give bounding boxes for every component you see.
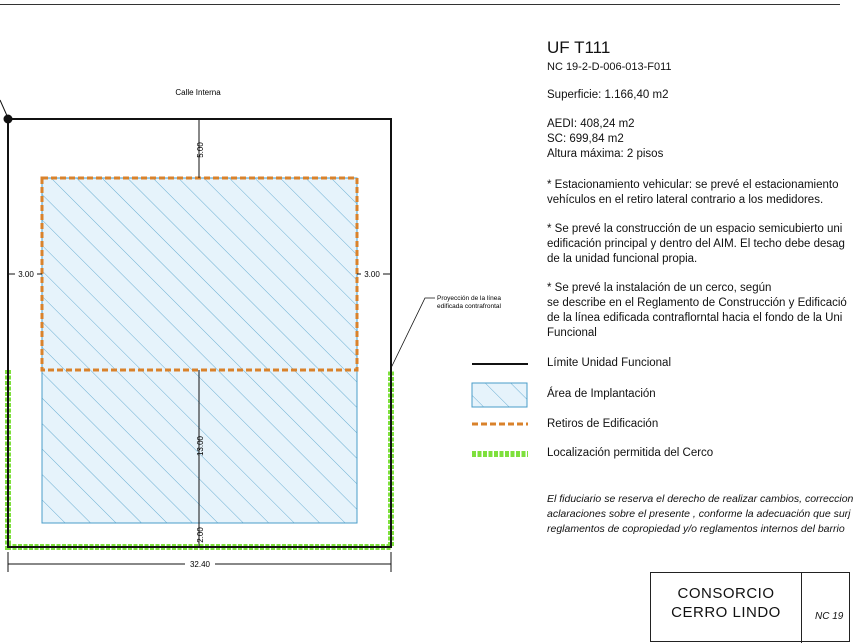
unit-title: UF T111 — [547, 38, 611, 57]
boundary-corner-marker — [4, 115, 13, 124]
unit-surface: Superficie: 1.166,40 m2 — [547, 89, 669, 101]
legend-fence-label: Localización permitida del Cerco — [547, 447, 714, 459]
title-block — [650, 572, 850, 642]
legend-area-label: Área de Implantación — [547, 388, 656, 400]
dim-width-label: 32.40 — [189, 560, 211, 569]
unit-max-height: Altura máxima: 2 pisos — [547, 148, 664, 160]
dim-middle-label: 13.00 — [196, 435, 205, 457]
dim-back-label: 2.00 — [196, 527, 205, 543]
note-semicovered: * Se prevé la construcción de un espacio semicubierto uni edificación principal y dentro del AIM. El techo debe desag de la unidad funcional propia. — [547, 223, 845, 265]
projection-leader — [391, 298, 435, 368]
legend-area-symbol — [472, 383, 527, 407]
company-name-line2: CERRO LINDO — [671, 604, 781, 621]
disclaimer: El fiduciario se reserva el derecho de realizar cambios, correccion aclaraciones sobre el presente , conforme la adecuación que surj reglamentos de copropiedad y/o reglamentos internos del barrio — [547, 493, 853, 535]
legend-boundary-label: Límite Unidad Funcional — [547, 357, 672, 369]
company-name-line1: CONSORCIO — [677, 585, 775, 602]
legend-setback-label: Retiros de Edificación — [547, 418, 659, 430]
street-label: Calle Interna — [175, 88, 221, 97]
note-fence: * Se prevé la instalación de un cerco, según se describe en el Reglamento de Construcción y Edificació de la línea edificada contraflorntal hacia el fondo de la Uni Funcional — [547, 282, 847, 339]
projection-note-line2: edificada contrafrontal — [437, 303, 501, 310]
unit-nc: NC 19-2-D-006-013-F011 — [547, 61, 672, 73]
dim-left-label: 3.00 — [18, 270, 34, 279]
title-block-nc: NC 19 — [815, 611, 844, 622]
dim-right-label: 3.00 — [364, 270, 380, 279]
projection-note-line1: Proyección de la línea — [437, 295, 501, 302]
unit-sc: SC: 699,84 m2 — [547, 133, 624, 145]
note-parking: * Estacionamiento vehicular: se prevé el estacionamiento vehículos en el retiro lateral contrario a los medidores. — [547, 179, 839, 206]
unit-aedi: AEDI: 408,24 m2 — [547, 118, 635, 130]
dim-front-label: 5.00 — [196, 142, 205, 158]
title-block-divider — [801, 573, 802, 643]
